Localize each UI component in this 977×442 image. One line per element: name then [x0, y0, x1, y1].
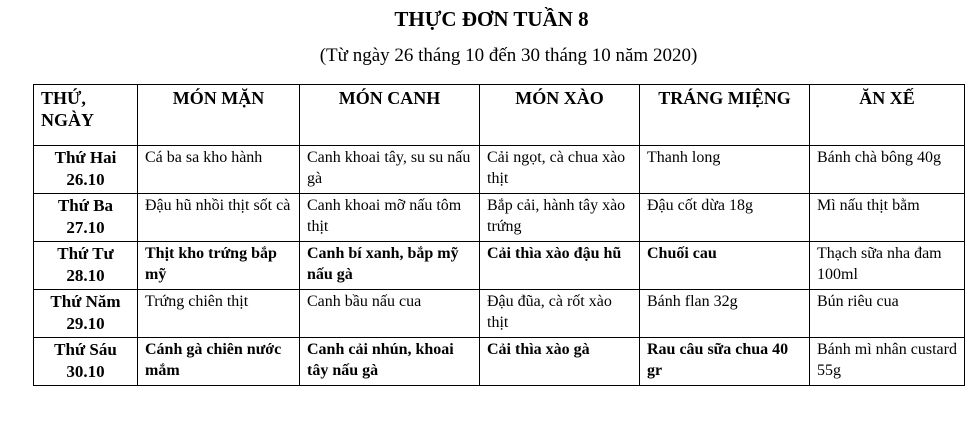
stir-fry-cell: Cải thìa xào gà: [480, 338, 640, 386]
table-header-row: [34, 85, 965, 146]
stir-fry-cell: Bắp cải, hành tây xào trứng: [480, 194, 640, 242]
day-date: 26.10: [66, 170, 105, 189]
soup-cell: Canh khoai mỡ nấu tôm thịt: [300, 194, 480, 242]
table-row: [34, 338, 965, 386]
table-row: [34, 194, 965, 242]
day-name: Thứ Sáu: [54, 340, 117, 359]
dessert-cell: Bánh flan 32g: [640, 290, 810, 338]
table-row: [34, 290, 965, 338]
day-name: Thứ Năm: [50, 292, 121, 311]
snack-cell: Bánh chà bông 40g: [810, 146, 965, 194]
table-row: [34, 146, 965, 194]
day-date: 28.10: [66, 266, 105, 285]
soup-cell: Canh cải nhún, khoai tây nấu gà: [300, 338, 480, 386]
main-dish-cell: Thịt kho trứng bắp mỹ: [138, 242, 300, 290]
day-name: Thứ Hai: [54, 148, 117, 167]
day-name: Thứ Ba: [57, 196, 114, 215]
dessert-cell: Chuối cau: [640, 242, 810, 290]
day-cell: [34, 194, 138, 242]
day-cell: [34, 146, 138, 194]
day-date: 29.10: [66, 314, 105, 333]
main-dish-cell: Đậu hũ nhồi thịt sốt cà: [138, 194, 300, 242]
snack-cell: Mì nấu thịt bằm: [810, 194, 965, 242]
stir-fry-cell: Cải ngọt, cà chua xào thịt: [480, 146, 640, 194]
main-dish-cell: Cánh gà chiên nước mắm: [138, 338, 300, 386]
header-main-dish: MÓN MẶN: [138, 85, 300, 146]
soup-cell: Canh bầu nấu cua: [300, 290, 480, 338]
day-date: 30.10: [66, 362, 105, 381]
header-day: THỨ, NGÀY: [34, 85, 138, 146]
main-dish-cell: Cá ba sa kho hành: [138, 146, 300, 194]
page-title: THỰC ĐƠN TUẦN 8: [394, 7, 589, 31]
dessert-cell: Rau câu sữa chua 40 gr: [640, 338, 810, 386]
dessert-cell: Thanh long: [640, 146, 810, 194]
soup-cell: Canh bí xanh, bắp mỹ nấu gà: [300, 242, 480, 290]
date-range-subtitle: (Từ ngày 26 tháng 10 đến 30 tháng 10 năm 2020): [319, 45, 698, 66]
day-cell: [34, 242, 138, 290]
snack-cell: Bánh mì nhân custard 55g: [810, 338, 965, 386]
snack-cell: Thạch sữa nha đam 100ml: [810, 242, 965, 290]
day-date: 27.10: [66, 218, 105, 237]
weekly-menu-table: [33, 84, 965, 386]
header-dessert: TRÁNG MIỆNG: [640, 85, 810, 146]
header-stir-fry: MÓN XÀO: [480, 85, 640, 146]
soup-cell: Canh khoai tây, su su nấu gà: [300, 146, 480, 194]
day-cell: [34, 338, 138, 386]
header-snack: ĂN XẾ: [810, 85, 965, 146]
main-dish-cell: Trứng chiên thịt: [138, 290, 300, 338]
stir-fry-cell: Cải thìa xào đậu hũ: [480, 242, 640, 290]
day-cell: [34, 290, 138, 338]
header-soup: MÓN CANH: [300, 85, 480, 146]
day-name: Thứ Tư: [57, 244, 114, 263]
stir-fry-cell: Đậu đũa, cà rốt xào thịt: [480, 290, 640, 338]
table-row: [34, 242, 965, 290]
dessert-cell: Đậu cốt dừa 18g: [640, 194, 810, 242]
snack-cell: Bún riêu cua: [810, 290, 965, 338]
